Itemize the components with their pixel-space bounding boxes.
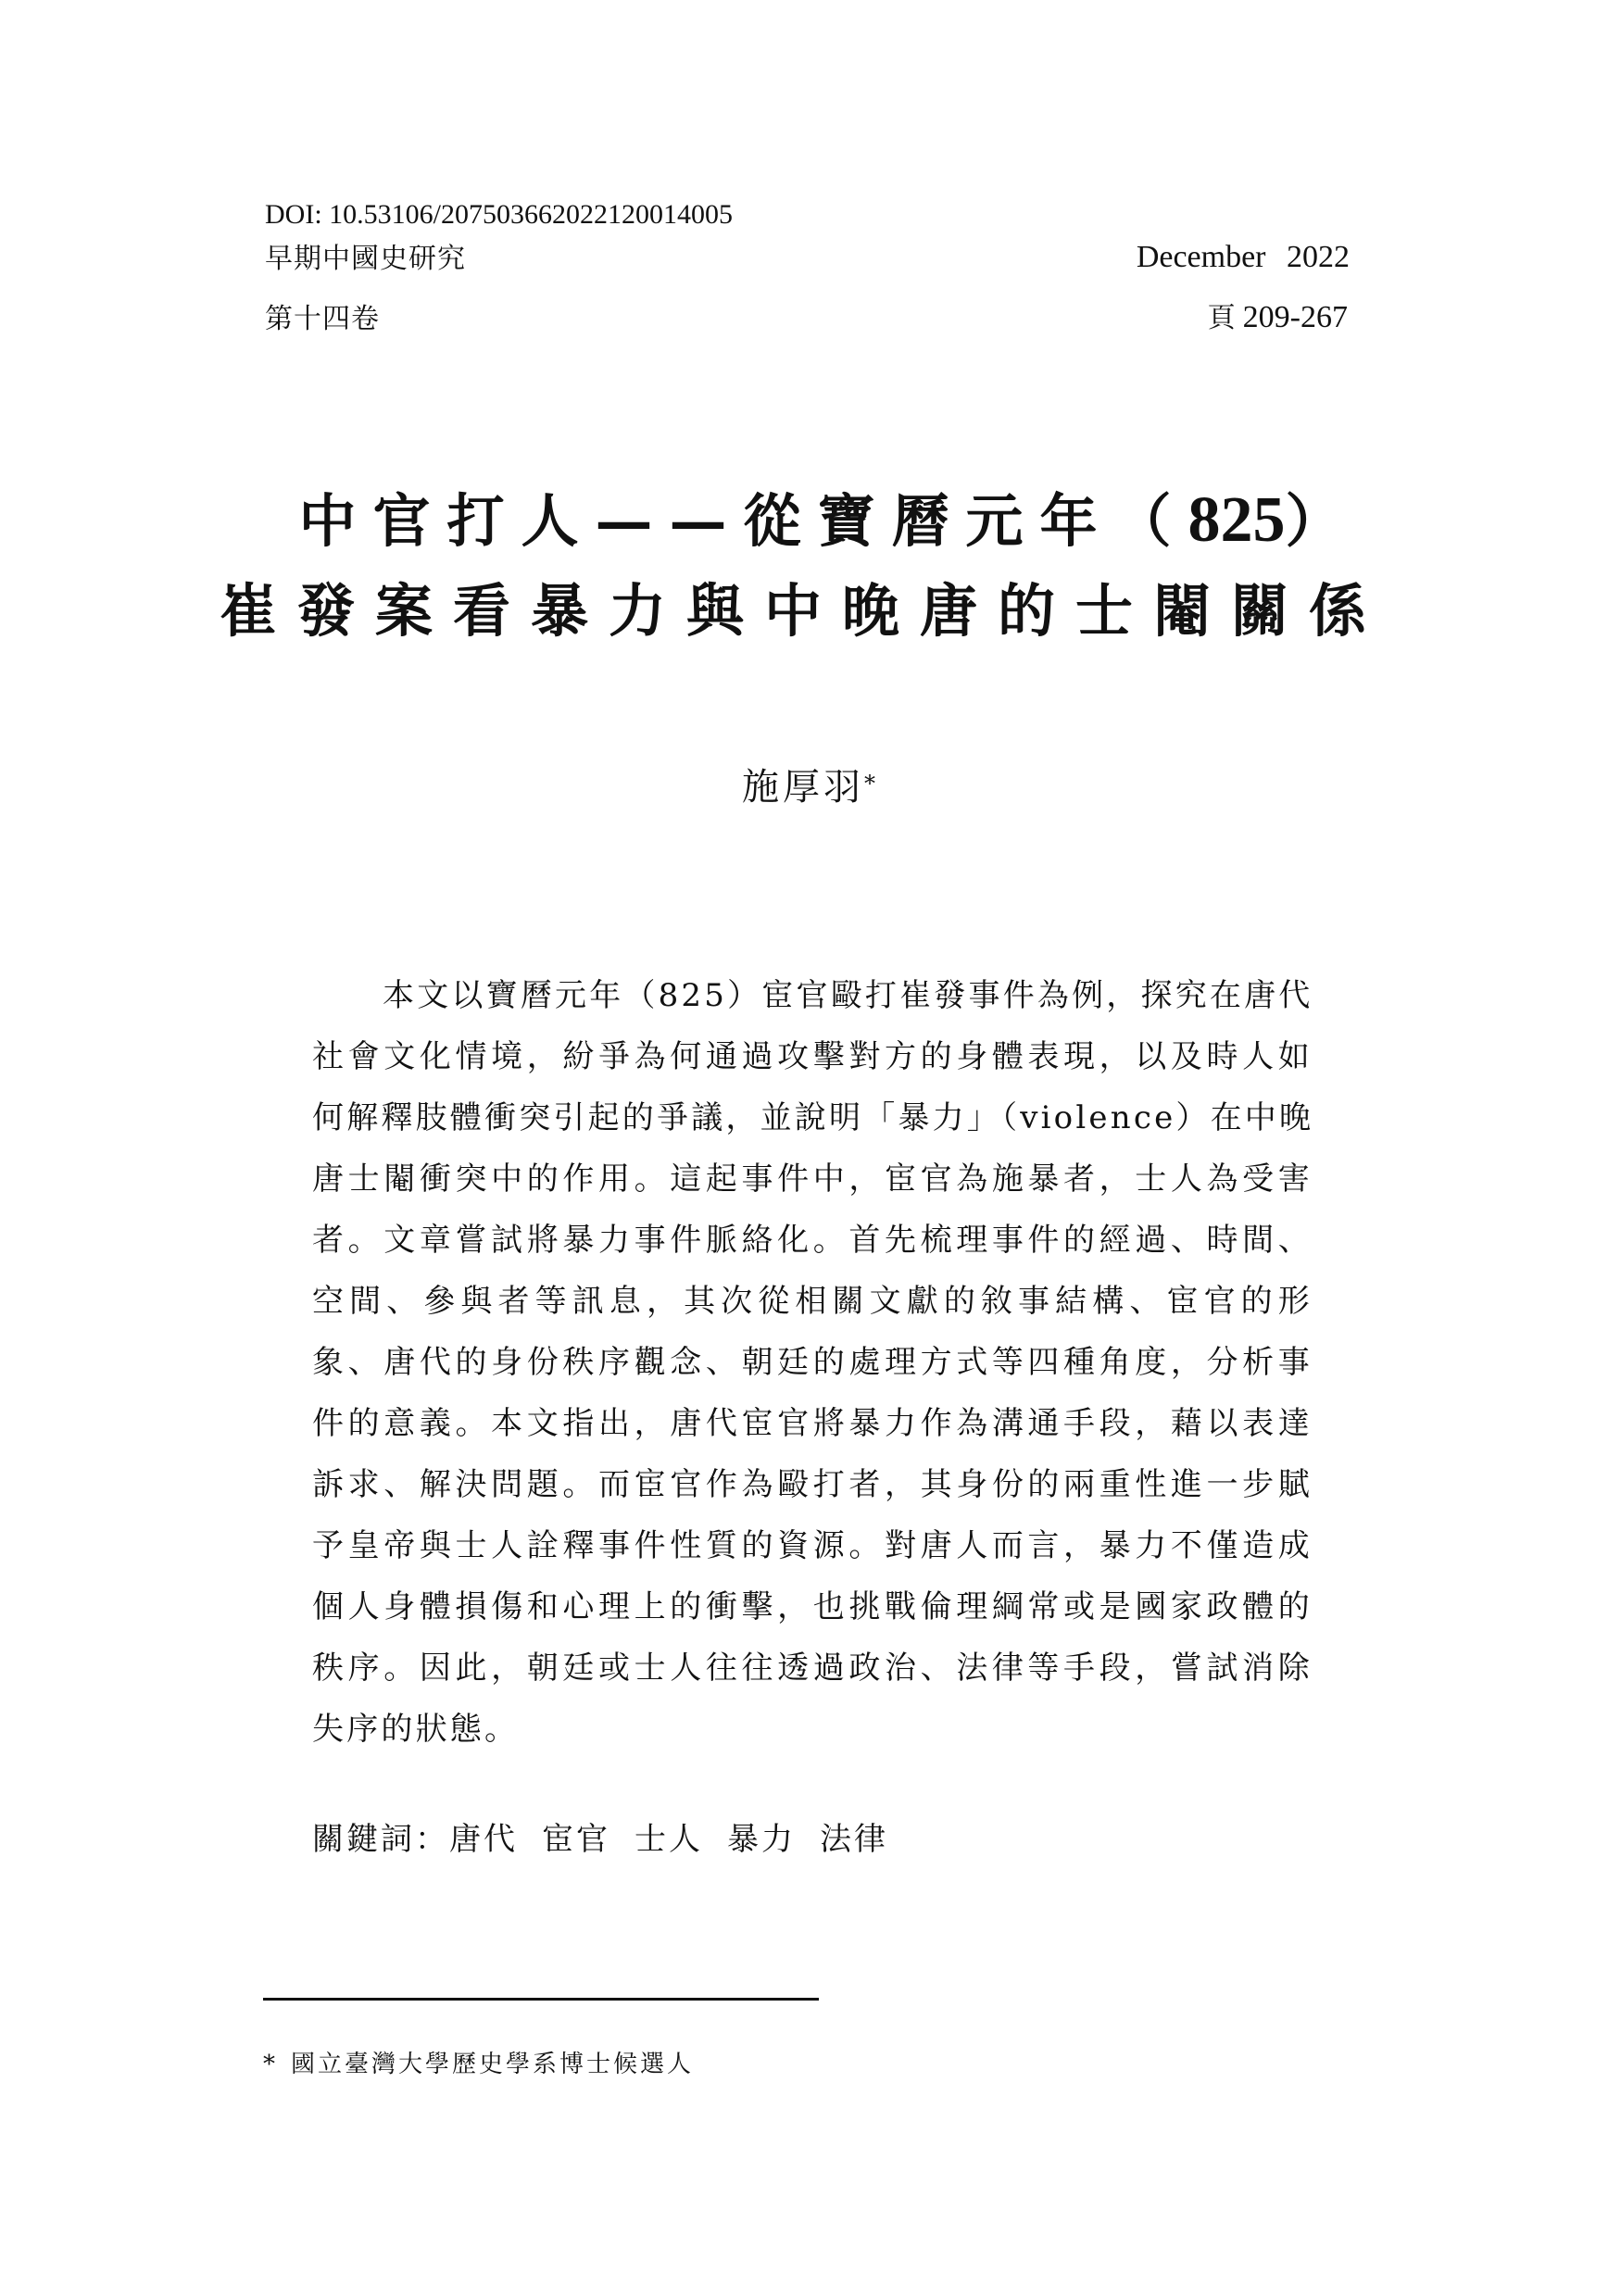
footnote-divider: [263, 1998, 819, 2001]
abstract-line: 個人身體損傷和心理上的衝擊，也挑戰倫理綱常或是國家政體的: [312, 1588, 1313, 1625]
abstract-line: 唐士閹衝突中的作用。這起事件中，宦官為施暴者，士人為受害: [312, 1161, 1313, 1198]
keywords: [312, 1817, 912, 1862]
paper-title-line-2: 崔發案看暴力與中晚唐的士閹關係: [219, 577, 1387, 645]
abstract-line: 予皇帝與士人詮釋事件性質的資源。對唐人而言，暴力不僅造成: [312, 1527, 1313, 1564]
title-close-paren: ）: [1285, 487, 1360, 555]
author-name: 施厚羽: [742, 766, 864, 809]
abstract-line: 何解釋肢體衝突引起的爭議，並說明「暴力」（violence）在中晚: [312, 1099, 1314, 1136]
footnote-mark: *: [263, 2051, 278, 2078]
keyword: 士人: [635, 1821, 703, 1858]
footnote: [263, 2047, 694, 2082]
abstract-line: 社會文化情境，紛爭為何通過攻擊對方的身體表現，以及時人如: [312, 1038, 1313, 1075]
journal-name: 早期中國史研究: [265, 243, 466, 275]
keyword: 法律: [820, 1821, 888, 1858]
abstract-line: 象、唐代的身份秩序觀念、朝廷的處理方式等四種角度，分析事: [312, 1344, 1313, 1381]
abstract-line: 失序的狀態。: [312, 1711, 520, 1748]
paper-title-line-1: [19, 483, 1621, 558]
abstract-line: 件的意義。本文指出，唐代宦官將暴力作為溝通手段，藉以表達: [312, 1405, 1313, 1442]
pages-value: 209-267: [1242, 300, 1348, 334]
footnote-text: 國立臺灣大學歷史學系博士候選人: [291, 2051, 695, 2078]
abstract-line: 秩序。因此，朝廷或士人往往透過政治、法律等手段，嘗試消除: [312, 1650, 1313, 1687]
keywords-label: 關鍵詞：: [312, 1821, 449, 1858]
keyword: 宦官: [542, 1821, 610, 1858]
abstract-line: 空間、參與者等訊息，其次從相關文獻的敘事結構、宦官的形: [312, 1283, 1313, 1320]
title-year: 825: [1187, 484, 1286, 556]
publication-date: December 2022: [1136, 240, 1350, 274]
keyword: 暴力: [727, 1821, 796, 1858]
abstract: [312, 969, 1313, 1763]
doi: DOI: 10.53106/207503662022120014005: [265, 199, 733, 230]
keyword: 唐代: [449, 1821, 518, 1858]
author: [0, 763, 1621, 811]
volume-number: 第十四卷: [265, 303, 380, 335]
title-text: 中官打人——從寶曆元年（: [298, 487, 1188, 555]
abstract-line: 訴求、解決問題。而宦官作為毆打者，其身份的兩重性進一步賦: [312, 1466, 1313, 1503]
author-footnote-mark: *: [864, 771, 879, 797]
abstract-line: 者。文章嘗試將暴力事件脈絡化。首先梳理事件的經過、時間、: [312, 1222, 1313, 1259]
page-range: [1208, 299, 1348, 337]
pages-label: 頁: [1207, 303, 1236, 333]
abstract-line: 本文以寶曆元年（825）宦官毆打崔發事件為例，探究在唐代: [383, 977, 1313, 1014]
